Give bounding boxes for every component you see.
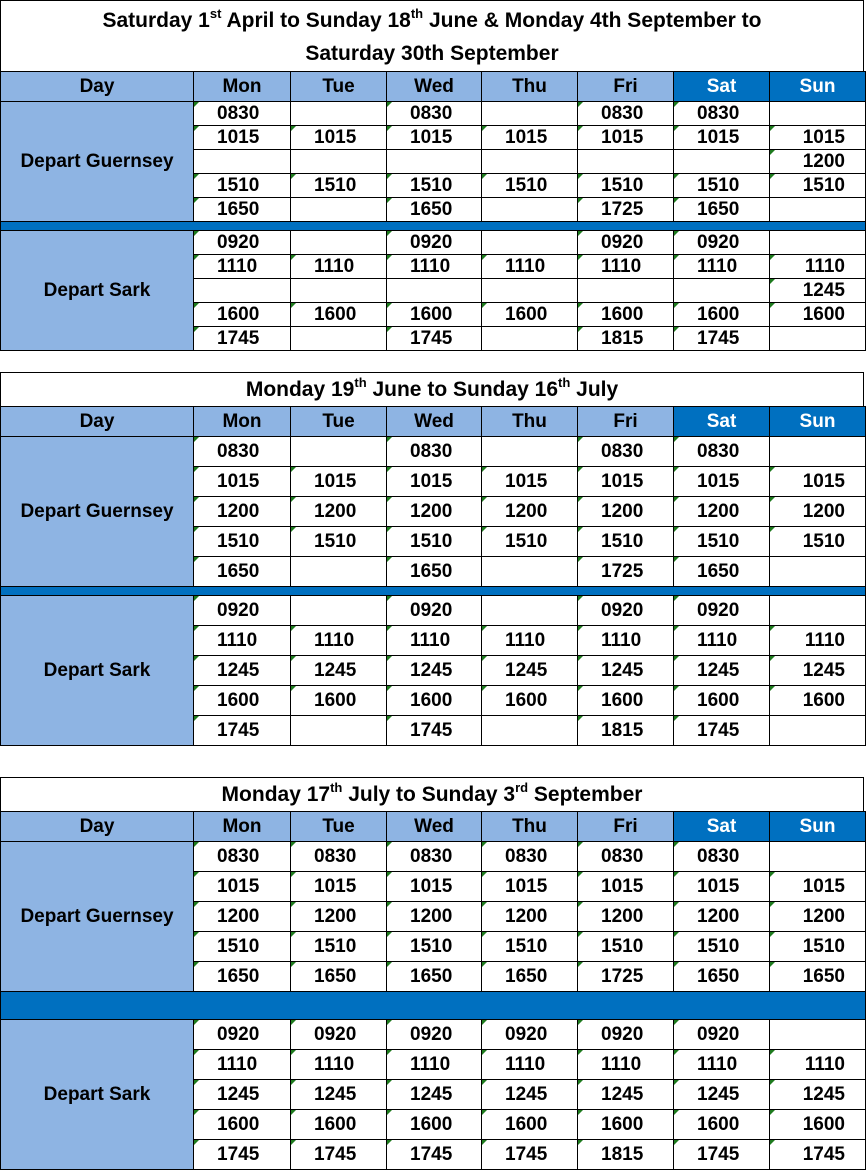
time-cell: 0830 [387,437,482,467]
schedule-table [0,406,866,746]
table-row [1,102,866,126]
title-text: June to Sunday 16 [366,378,559,401]
time-cell: 1245 [770,1080,866,1110]
time-cell: 1015 [482,872,578,902]
time-cell [194,150,291,174]
table-row [1,596,866,626]
time-cell: 1650 [674,198,770,222]
time-cell: 1600 [387,1110,482,1140]
time-cell: 1745 [194,327,291,351]
time-cell [770,596,866,626]
time-cell: 1745 [770,1140,866,1170]
time-cell: 0830 [578,842,674,872]
time-cell: 0920 [387,231,482,255]
time-cell: 1510 [291,932,387,962]
time-cell: 0830 [291,842,387,872]
time-cell: 1245 [387,656,482,686]
time-cell [291,198,387,222]
time-cell [482,716,578,746]
time-cell: 1110 [194,626,291,656]
time-cell: 1600 [194,1110,291,1140]
schedule-table [0,811,866,1170]
time-cell: 1650 [770,962,866,992]
time-cell: 0920 [194,1020,291,1050]
time-cell: 1600 [578,1110,674,1140]
time-cell: 1110 [291,1050,387,1080]
time-cell: 1200 [194,902,291,932]
time-cell: 0920 [194,231,291,255]
time-cell: 1600 [770,686,866,716]
column-header-day: Day [1,407,194,437]
time-cell: 1600 [291,1110,387,1140]
time-cell: 1110 [674,255,770,279]
title-text: April to Sunday 18 [221,9,411,32]
time-cell: 0830 [578,102,674,126]
section-title [0,372,864,406]
time-cell: 1510 [194,932,291,962]
title-text: Monday 17 [221,783,331,806]
time-cell: 1650 [387,557,482,587]
section-separator [1,587,866,596]
time-cell: 0830 [482,842,578,872]
time-cell: 1510 [194,174,291,198]
header-row [1,812,866,842]
time-cell: 1510 [291,174,387,198]
time-cell: 1015 [674,467,770,497]
time-cell: 1745 [387,716,482,746]
column-header-day: Day [1,72,194,102]
column-header-mon: Mon [194,812,291,842]
time-cell: 1200 [770,150,866,174]
time-cell: 1110 [578,255,674,279]
time-cell: 1815 [578,716,674,746]
table-row [1,437,866,467]
time-cell: 1015 [482,467,578,497]
time-cell: 1245 [194,1080,291,1110]
time-cell: 1510 [387,174,482,198]
time-cell: 1200 [387,497,482,527]
time-cell [674,279,770,303]
time-cell: 1015 [482,126,578,150]
time-cell: 1015 [578,467,674,497]
time-cell: 0920 [291,1020,387,1050]
title-text: July to Sunday 3 [342,783,516,806]
time-cell: 1015 [291,872,387,902]
table-row [1,231,866,255]
column-header-wed: Wed [387,812,482,842]
time-cell: 1200 [770,497,866,527]
time-cell: 0830 [387,102,482,126]
time-cell [674,150,770,174]
column-header-thu: Thu [482,72,578,102]
time-cell: 0920 [578,1020,674,1050]
time-cell [482,198,578,222]
time-cell: 1600 [387,686,482,716]
time-cell: 1600 [674,1110,770,1140]
time-cell [482,231,578,255]
time-cell: 1110 [387,626,482,656]
time-cell: 1745 [387,327,482,351]
section-separator [1,222,866,231]
time-cell [482,437,578,467]
time-cell: 1200 [482,497,578,527]
time-cell: 1110 [482,255,578,279]
time-cell: 1015 [194,126,291,150]
column-header-mon: Mon [194,72,291,102]
time-cell: 1510 [770,932,866,962]
time-cell [770,437,866,467]
title-ordinal: th [558,375,571,390]
time-cell: 1200 [291,497,387,527]
time-cell [291,596,387,626]
time-cell [291,557,387,587]
column-header-sun: Sun [770,812,866,842]
time-cell [482,150,578,174]
column-header-mon: Mon [194,407,291,437]
time-cell: 1600 [387,303,482,327]
departure-label: Depart Guernsey [1,437,194,587]
time-cell: 1650 [291,962,387,992]
time-cell: 1015 [674,126,770,150]
table-row [1,1020,866,1050]
time-cell: 1650 [194,557,291,587]
time-cell: 1245 [291,1080,387,1110]
time-cell [194,279,291,303]
departure-label: Depart Guernsey [1,842,194,992]
time-cell [291,437,387,467]
time-cell: 1600 [291,303,387,327]
time-cell: 1745 [387,1140,482,1170]
time-cell: 1015 [578,126,674,150]
time-cell: 1015 [387,872,482,902]
time-cell: 1200 [578,902,674,932]
time-cell: 1245 [770,656,866,686]
time-cell: 1015 [387,467,482,497]
time-cell: 0920 [387,1020,482,1050]
column-header-sun: Sun [770,72,866,102]
time-cell: 1015 [291,126,387,150]
time-cell: 1745 [291,1140,387,1170]
time-cell [291,150,387,174]
departure-label: Depart Sark [1,596,194,746]
time-cell: 1110 [387,255,482,279]
time-cell: 1600 [482,1110,578,1140]
time-cell: 1245 [194,656,291,686]
time-cell [770,231,866,255]
time-cell: 0830 [194,842,291,872]
time-cell: 1200 [578,497,674,527]
time-cell: 1600 [482,686,578,716]
time-cell: 0920 [674,1020,770,1050]
time-cell: 1510 [194,527,291,557]
departure-label: Depart Guernsey [1,102,194,222]
section-title-line [1,1,863,37]
section-title-line: Saturday 30th September [305,42,559,65]
time-cell [770,102,866,126]
time-cell: 1745 [194,716,291,746]
time-cell: 1510 [482,174,578,198]
time-cell: 0920 [674,231,770,255]
time-cell: 1600 [770,303,866,327]
time-cell [578,279,674,303]
time-cell: 1200 [387,902,482,932]
time-cell: 1110 [674,1050,770,1080]
time-cell: 1015 [194,872,291,902]
time-cell: 1600 [674,686,770,716]
time-cell [770,327,866,351]
time-cell [770,198,866,222]
title-ordinal: rd [515,780,529,795]
time-cell: 1245 [387,1080,482,1110]
time-cell: 1015 [770,872,866,902]
time-cell: 1110 [578,1050,674,1080]
time-cell: 1110 [770,255,866,279]
header-row [1,407,866,437]
section-separator [1,992,866,1020]
column-header-wed: Wed [387,72,482,102]
time-cell: 1510 [578,932,674,962]
time-cell: 0830 [578,437,674,467]
title-ordinal: th [330,780,343,795]
time-cell: 1510 [674,932,770,962]
time-cell: 1650 [387,962,482,992]
time-cell: 1600 [578,686,674,716]
time-cell: 1015 [578,872,674,902]
time-cell: 1650 [194,198,291,222]
time-cell [387,279,482,303]
time-cell: 0830 [194,437,291,467]
time-cell: 1245 [578,656,674,686]
time-cell: 1650 [194,962,291,992]
time-cell: 1510 [578,527,674,557]
time-cell: 0830 [387,842,482,872]
time-cell: 0920 [578,231,674,255]
column-header-fri: Fri [578,812,674,842]
time-cell: 0920 [482,1020,578,1050]
column-header-sat: Sat [674,812,770,842]
time-cell [770,716,866,746]
time-cell: 1110 [770,1050,866,1080]
time-cell: 0830 [674,437,770,467]
time-cell: 1110 [387,1050,482,1080]
time-cell: 1200 [291,902,387,932]
time-cell [770,557,866,587]
time-cell: 1110 [770,626,866,656]
time-cell: 1015 [674,872,770,902]
time-cell: 1200 [770,902,866,932]
time-cell: 1650 [674,557,770,587]
time-cell: 1510 [770,174,866,198]
time-cell: 1815 [578,327,674,351]
time-cell [291,716,387,746]
time-cell: 1600 [194,303,291,327]
time-cell: 1600 [770,1110,866,1140]
time-cell: 1815 [578,1140,674,1170]
time-cell: 1510 [387,527,482,557]
time-cell [291,231,387,255]
time-cell: 0920 [387,596,482,626]
time-cell: 1600 [674,303,770,327]
time-cell: 1510 [482,932,578,962]
time-cell: 1245 [674,1080,770,1110]
time-cell: 1725 [578,557,674,587]
time-cell: 1015 [387,126,482,150]
time-cell: 1600 [194,686,291,716]
title-text: Monday 19 [245,378,355,401]
title-ordinal: th [410,6,424,21]
time-cell: 1650 [674,962,770,992]
time-cell: 1745 [482,1140,578,1170]
time-cell [291,327,387,351]
section-title-line [1,778,863,811]
time-cell: 1510 [482,527,578,557]
time-cell: 1510 [674,174,770,198]
column-header-fri: Fri [578,407,674,437]
time-cell [482,327,578,351]
time-cell: 0830 [674,102,770,126]
time-cell: 1015 [770,467,866,497]
time-cell: 1015 [291,467,387,497]
time-cell: 1745 [194,1140,291,1170]
section-title [0,777,864,811]
column-header-tue: Tue [291,72,387,102]
time-cell: 1110 [578,626,674,656]
column-header-fri: Fri [578,72,674,102]
time-cell: 1110 [674,626,770,656]
title-text: Saturday 1 [102,9,210,32]
column-header-day: Day [1,812,194,842]
title-text: September [528,783,643,806]
time-cell: 1510 [770,527,866,557]
time-cell: 1015 [194,467,291,497]
time-cell [387,150,482,174]
time-cell: 1725 [578,962,674,992]
time-cell: 1245 [291,656,387,686]
departure-label: Depart Sark [1,1020,194,1170]
column-header-tue: Tue [291,812,387,842]
time-cell: 1015 [770,126,866,150]
time-cell: 1245 [578,1080,674,1110]
time-cell: 1110 [194,1050,291,1080]
time-cell: 1600 [291,686,387,716]
time-cell: 1510 [674,527,770,557]
time-cell: 0830 [194,102,291,126]
time-cell [482,596,578,626]
time-cell: 1510 [578,174,674,198]
time-cell [482,557,578,587]
time-cell: 1600 [482,303,578,327]
time-cell: 1110 [194,255,291,279]
time-cell [578,150,674,174]
column-header-thu: Thu [482,812,578,842]
time-cell: 0920 [194,596,291,626]
schedule-table [0,71,866,351]
column-header-sat: Sat [674,407,770,437]
time-cell: 1200 [674,902,770,932]
table-row [1,842,866,872]
title-text: June & Monday 4th September to [423,9,762,32]
header-row [1,72,866,102]
time-cell: 1245 [674,656,770,686]
title-ordinal: th [354,375,367,390]
time-cell [291,102,387,126]
section-title-line [1,373,863,406]
time-cell: 0920 [578,596,674,626]
time-cell [770,842,866,872]
time-cell: 1650 [482,962,578,992]
time-cell: 1110 [291,626,387,656]
column-header-sat: Sat [674,72,770,102]
time-cell: 1510 [387,932,482,962]
time-cell: 1650 [387,198,482,222]
time-cell: 1200 [194,497,291,527]
time-cell [291,279,387,303]
departure-label: Depart Sark [1,231,194,351]
time-cell: 1200 [482,902,578,932]
column-header-tue: Tue [291,407,387,437]
column-header-wed: Wed [387,407,482,437]
time-cell: 1600 [578,303,674,327]
time-cell: 0920 [674,596,770,626]
time-cell: 1110 [482,1050,578,1080]
section-title [0,0,864,71]
column-header-thu: Thu [482,407,578,437]
time-cell: 1245 [482,1080,578,1110]
title-text: July [570,378,619,401]
time-cell: 1745 [674,1140,770,1170]
time-cell: 0830 [674,842,770,872]
time-cell: 1245 [770,279,866,303]
time-cell: 1110 [482,626,578,656]
time-cell: 1725 [578,198,674,222]
title-ordinal: st [209,6,222,21]
time-cell [770,1020,866,1050]
time-cell: 1245 [482,656,578,686]
time-cell: 1110 [291,255,387,279]
time-cell [482,279,578,303]
time-cell: 1745 [674,716,770,746]
time-cell [482,102,578,126]
column-header-sun: Sun [770,407,866,437]
time-cell: 1745 [674,327,770,351]
time-cell: 1200 [674,497,770,527]
time-cell: 1510 [291,527,387,557]
